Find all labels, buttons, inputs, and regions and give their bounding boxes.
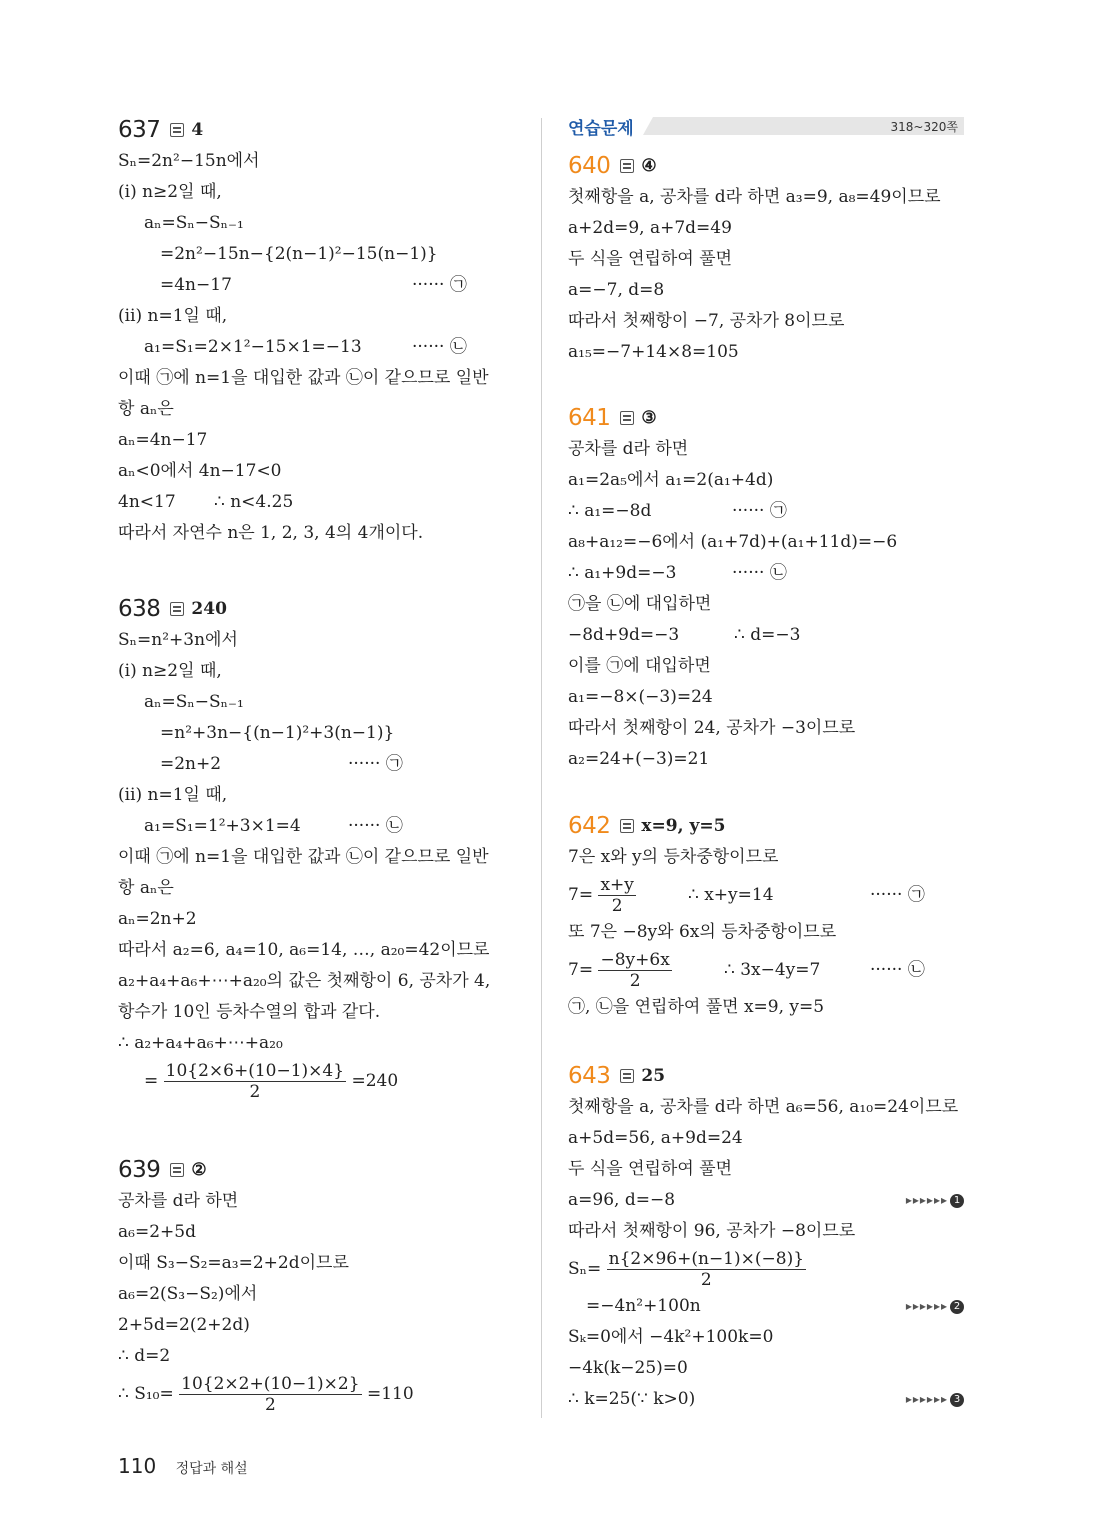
- solution-line: 또 7은 −8y와 6x의 등차중항이므로: [568, 922, 837, 942]
- page-footer: [118, 1454, 248, 1478]
- solution-line: =n²+3n−{(n−1)²+3(n−1)}: [160, 723, 395, 743]
- problem-642: [568, 810, 964, 1023]
- answer-icon: [620, 411, 634, 425]
- equation-text: ∴ d=−3: [734, 625, 801, 645]
- solution-line: aₙ=2n+2: [118, 909, 197, 929]
- problem-639: [118, 1154, 518, 1416]
- solution-line: 첫째항을 a, 공차를 d라 하면 a₆=56, a₁₀=24이므로: [568, 1097, 959, 1117]
- footer-label: 정답과 해설: [175, 1461, 248, 1477]
- step-marker: [906, 1185, 964, 1216]
- solution-line: ∴ a₂+a₄+a₆+⋯+a₂₀: [118, 1033, 283, 1053]
- reference-tag: ······ ㉠: [870, 885, 925, 905]
- solution-line: [568, 496, 964, 527]
- step-arrows: ▸▸▸▸▸▸: [905, 1299, 948, 1313]
- reference-tag: ······ ㉠: [732, 501, 787, 521]
- solution-line: [118, 1059, 518, 1103]
- solution-line: a+2d=9, a+7d=49: [568, 218, 732, 238]
- solution-line: [568, 948, 964, 992]
- solution-line: ∴ d=2: [118, 1346, 171, 1366]
- fraction-numerator: 10{2×6+(10−1)×4}: [165, 1061, 345, 1081]
- problem-637: [118, 114, 518, 549]
- answer-value: 25: [641, 1066, 666, 1086]
- step-arrows: ▸▸▸▸▸▸: [905, 1392, 948, 1406]
- solution-line: =2n²−15n−{2(n−1)²−15(n−1)}: [160, 244, 438, 264]
- problem-number: 638: [118, 596, 161, 622]
- solution-line: 이를 ㉠에 대입하면: [568, 656, 711, 676]
- answer-icon: [170, 1163, 184, 1177]
- equation-text: ∴ k=25(∵ k>0): [568, 1389, 696, 1409]
- problem-header: [118, 593, 518, 625]
- answer-value: ④: [641, 156, 657, 176]
- step-number-icon: 3: [950, 1393, 964, 1407]
- equation-text: 7=: [568, 885, 594, 905]
- step-number-icon: 2: [950, 1300, 964, 1314]
- solution-line: 항수가 10인 등차수열의 합과 같다.: [118, 1002, 381, 1022]
- fraction-numerator: 10{2×2+(10−1)×2}: [181, 1374, 360, 1394]
- equation-text: −8d+9d=−3: [568, 625, 680, 645]
- solution-line: a₂+a₄+a₆+⋯+a₂₀의 값은 첫째항이 6, 공차가 4,: [118, 971, 491, 991]
- answer-value: 4: [191, 120, 204, 140]
- equation-text: =: [144, 1071, 159, 1091]
- problem-header: [568, 150, 964, 182]
- problem-header: [118, 114, 518, 146]
- solution-line: 따라서 자연수 n은 1, 2, 3, 4의 4개이다.: [118, 523, 424, 543]
- solution-line: [568, 1185, 964, 1216]
- solution-line: aₙ<0에서 4n−17<0: [118, 461, 282, 481]
- solution-line: 따라서 첫째항이 96, 공차가 −8이므로: [568, 1221, 856, 1241]
- solution-line: [568, 1291, 964, 1322]
- reference-tag: ······ ㉡: [732, 563, 787, 583]
- solution-line: ㉠을 ㉡에 대입하면: [568, 594, 712, 614]
- equation-text: =−4n²+100n: [586, 1296, 701, 1316]
- solution-line: aₙ=Sₙ−Sₙ₋₁: [144, 692, 244, 712]
- solution-line: aₙ=4n−17: [118, 430, 208, 450]
- problem-header: [568, 1060, 964, 1092]
- solution-line: 7은 x와 y의 등차중항이므로: [568, 847, 779, 867]
- solution-line: [568, 873, 964, 917]
- solution-line: 항 aₙ은: [118, 399, 174, 419]
- fraction-numerator: x+y: [600, 875, 634, 895]
- problem-number: 643: [568, 1063, 611, 1089]
- problem-643: [568, 1060, 964, 1415]
- solution-line: 두 식을 연립하여 풀면: [568, 1159, 733, 1179]
- section-title: 연습문제: [568, 119, 634, 139]
- equation-text: a=96, d=−8: [568, 1190, 676, 1210]
- solution-line: [568, 558, 964, 589]
- fraction-denominator: 2: [249, 1082, 261, 1102]
- page-number: 110: [118, 1454, 157, 1478]
- equation-text: ∴ 3x−4y=7: [724, 960, 821, 980]
- fraction-denominator: 2: [264, 1395, 276, 1415]
- solution-line: aₙ=Sₙ−Sₙ₋₁: [144, 213, 244, 233]
- equation-text: ∴ a₁=−8d: [568, 501, 652, 521]
- equation-text: ∴ x+y=14: [688, 885, 774, 905]
- step-number-icon: 1: [950, 1194, 964, 1208]
- section-header: [568, 116, 964, 138]
- answer-value: x=9, y=5: [641, 816, 726, 836]
- solution-line: a+5d=56, a+9d=24: [568, 1128, 743, 1148]
- solution-line: [118, 749, 518, 780]
- solution-line: Sₖ=0에서 −4k²+100k=0: [568, 1327, 774, 1347]
- solution-line: (ⅰ) n≥2일 때,: [118, 182, 222, 202]
- problem-640: [568, 150, 964, 368]
- problem-number: 642: [568, 813, 611, 839]
- answer-icon: [170, 602, 184, 616]
- fraction-denominator: 2: [629, 971, 641, 991]
- solution-line: (ⅰ) n≥2일 때,: [118, 661, 222, 681]
- solution-line: [568, 1384, 964, 1415]
- problem-641: [568, 402, 964, 775]
- equation-text: Sₙ=: [568, 1259, 602, 1279]
- solution-line: 공차를 d라 하면: [118, 1191, 239, 1211]
- problem-number: 641: [568, 405, 611, 431]
- fraction: [179, 1374, 361, 1415]
- solution-line: 따라서 a₂=6, a₄=10, a₆=14, …, a₂₀=42이므로: [118, 940, 490, 960]
- answer-icon: [620, 819, 634, 833]
- solution-line: [568, 620, 964, 651]
- section-pages: 318~320쪽: [890, 120, 958, 134]
- solution-line: 2+5d=2(2+2d): [118, 1315, 250, 1335]
- problem-header: [118, 1154, 518, 1186]
- answer-value: ②: [191, 1160, 207, 1180]
- solution-line: 이때 ㉠에 n=1을 대입한 값과 ㉡이 같으므로 일반: [118, 847, 489, 867]
- solution-line: a₆=2(S₃−S₂)에서: [118, 1284, 258, 1304]
- solution-line: [568, 1247, 964, 1291]
- equation-text: a₁=S₁=2×1²−15×1=−13: [144, 337, 362, 357]
- equation-text: =4n−17: [160, 275, 232, 295]
- equation-text: =110: [366, 1384, 414, 1404]
- problem-638: [118, 593, 518, 1103]
- reference-tag: ······ ㉡: [870, 960, 925, 980]
- problem-number: 637: [118, 117, 161, 143]
- solution-line: a₂=24+(−3)=21: [568, 749, 710, 769]
- fraction: [598, 875, 635, 916]
- fraction-numerator: −8y+6x: [600, 950, 670, 970]
- equation-text: =240: [351, 1071, 399, 1091]
- solution-line: 항 aₙ은: [118, 878, 174, 898]
- equation-text: 7=: [568, 960, 594, 980]
- answer-icon: [170, 123, 184, 137]
- solution-line: Sₙ=2n²−15n에서: [118, 151, 260, 171]
- solution-line: 공차를 d라 하면: [568, 439, 689, 459]
- step-marker: [906, 1291, 964, 1322]
- problem-header: [568, 402, 964, 434]
- solution-line: [118, 487, 518, 518]
- equation-text: =2n+2: [160, 754, 222, 774]
- fraction: [598, 950, 671, 991]
- solution-line: 이때 S₃−S₂=a₃=2+2d이므로: [118, 1253, 349, 1273]
- equation-text: ∴ n<4.25: [214, 492, 294, 512]
- step-arrows: ▸▸▸▸▸▸: [905, 1193, 948, 1207]
- fraction-numerator: n{2×96+(n−1)×(−8)}: [608, 1249, 805, 1269]
- solution-line: a=−7, d=8: [568, 280, 665, 300]
- equation-text: ∴ S₁₀=: [118, 1384, 174, 1404]
- solution-line: [118, 270, 518, 301]
- problem-number: 639: [118, 1157, 161, 1183]
- solution-line: (ⅱ) n=1일 때,: [118, 306, 228, 326]
- solution-line: a₁₅=−7+14×8=105: [568, 342, 739, 362]
- solution-line: 이때 ㉠에 n=1을 대입한 값과 ㉡이 같으므로 일반: [118, 368, 489, 388]
- solution-line: a₆=2+5d: [118, 1222, 196, 1242]
- solution-line: −4k(k−25)=0: [568, 1358, 688, 1378]
- solution-line: [118, 332, 518, 363]
- solution-line: 따라서 첫째항이 −7, 공차가 8이므로: [568, 311, 845, 331]
- fraction: [164, 1061, 346, 1102]
- answer-icon: [620, 1069, 634, 1083]
- solution-line: a₁=−8×(−3)=24: [568, 687, 713, 707]
- solution-line: a₈+a₁₂=−6에서 (a₁+7d)+(a₁+11d)=−6: [568, 532, 898, 552]
- answer-value: 240: [191, 599, 227, 619]
- solution-line: Sₙ=n²+3n에서: [118, 630, 238, 650]
- reference-tag: ······ ㉡: [348, 816, 403, 836]
- solution-line: a₁=2a₅에서 a₁=2(a₁+4d): [568, 470, 774, 490]
- equation-text: 4n<17: [118, 492, 176, 512]
- fraction: [607, 1249, 806, 1290]
- column-divider: [541, 118, 542, 1418]
- fraction-denominator: 2: [700, 1270, 712, 1290]
- solution-line: 첫째항을 a, 공차를 d라 하면 a₃=9, a₈=49이므로: [568, 187, 941, 207]
- answer-value: ③: [641, 408, 657, 428]
- reference-tag: ······ ㉠: [348, 754, 403, 774]
- reference-tag: ······ ㉡: [412, 337, 467, 357]
- solution-line: 따라서 첫째항이 24, 공차가 −3이므로: [568, 718, 856, 738]
- fraction-denominator: 2: [611, 896, 623, 916]
- problem-number: 640: [568, 153, 611, 179]
- solution-line: 두 식을 연립하여 풀면: [568, 249, 733, 269]
- equation-text: ∴ a₁+9d=−3: [568, 563, 677, 583]
- answer-icon: [620, 159, 634, 173]
- equation-text: a₁=S₁=1²+3×1=4: [144, 816, 301, 836]
- problem-header: [568, 810, 964, 842]
- solution-line: ㉠, ㉡을 연립하여 풀면 x=9, y=5: [568, 997, 825, 1017]
- solution-line: (ⅱ) n=1일 때,: [118, 785, 228, 805]
- solution-line: [118, 811, 518, 842]
- reference-tag: ······ ㉠: [412, 275, 467, 295]
- solution-line: [118, 1372, 518, 1416]
- step-marker: [906, 1384, 964, 1415]
